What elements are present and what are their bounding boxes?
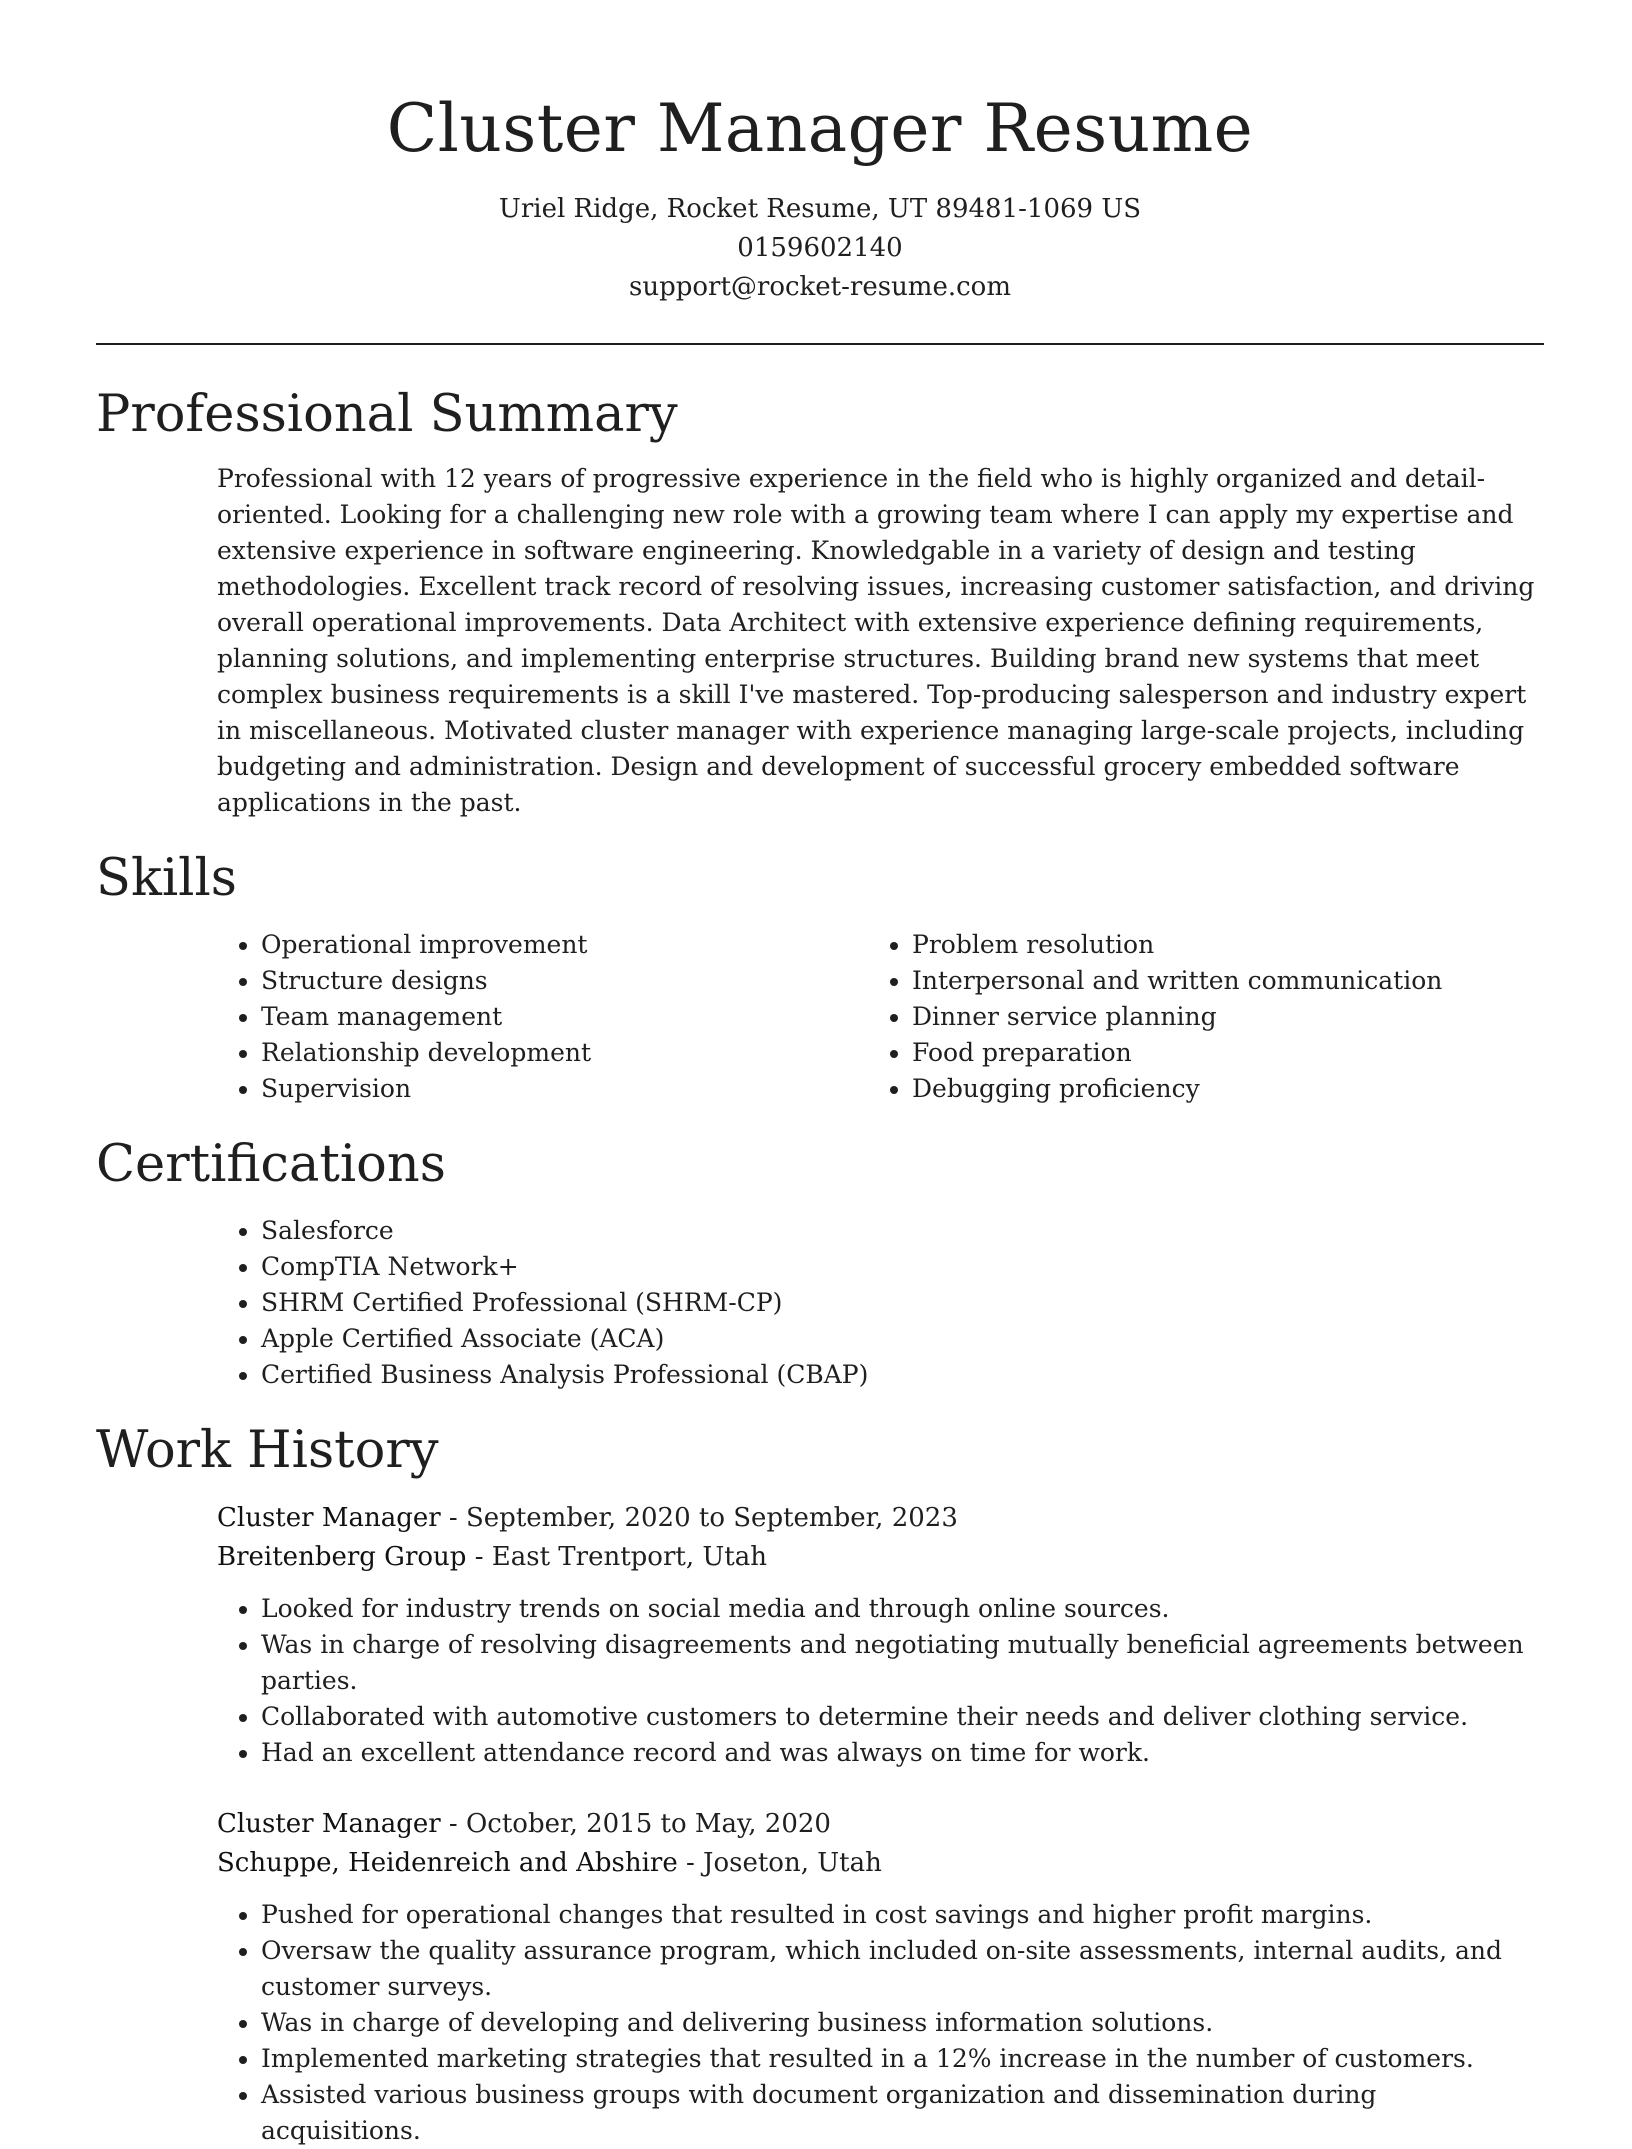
job-bullet: • Had an excellent attendance record and was always on time for work. bbox=[261, 1735, 1544, 1771]
job-bullet: • Collaborated with automotive customers to determine their needs and deliver clothing service. bbox=[261, 1699, 1544, 1735]
job-title-line: Cluster Manager - October, 2015 to May, 2020 bbox=[217, 1809, 831, 1839]
summary-heading: Professional Summary bbox=[96, 385, 678, 444]
job-bullet: • Implemented marketing strategies that resulted in a 12% increase in the number of customers. bbox=[261, 2041, 1544, 2077]
job-dates: September, 2020 to September, 2023 bbox=[465, 1503, 958, 1533]
job-bullets bbox=[217, 1591, 1544, 1771]
job-location: East Trentport, Utah bbox=[491, 1542, 767, 1572]
skill-item: • Debugging proficiency bbox=[912, 1071, 1519, 1107]
job-bullet: • Was in charge of resolving disagreements and negotiating mutually beneficial agreements between parties. bbox=[261, 1627, 1544, 1699]
contact-email: support@rocket-resume.com bbox=[628, 272, 1011, 302]
resume-page bbox=[96, 0, 1544, 2149]
job-dates: October, 2015 to May, 2020 bbox=[465, 1809, 831, 1839]
skill-item: • Operational improvement bbox=[261, 927, 868, 963]
job-entry bbox=[217, 1805, 1544, 2149]
job-bullets bbox=[217, 1897, 1544, 2149]
certifications-heading: Certifications bbox=[96, 1135, 446, 1194]
skill-item: • Team management bbox=[261, 999, 868, 1035]
skill-item: • Relationship development bbox=[261, 1035, 868, 1071]
certifications-list bbox=[217, 1213, 1544, 1393]
job-bullet: • Was in charge of developing and delivering business information solutions. bbox=[261, 2005, 1544, 2041]
contact-phone: 0159602140 bbox=[737, 233, 903, 263]
job-title: Cluster Manager bbox=[217, 1503, 441, 1533]
job-location: Joseton, Utah bbox=[703, 1848, 882, 1878]
work-history-heading: Work History bbox=[96, 1421, 439, 1480]
job-bullet: • Assisted various business groups with document organization and dissemination during acquisitions. bbox=[261, 2077, 1544, 2149]
certification-item: • Apple Certified Associate (ACA) bbox=[261, 1321, 1544, 1357]
job-company-line: Schuppe, Heidenreich and Abshire - Joseton, Utah bbox=[217, 1848, 882, 1878]
job-company: Breitenberg Group bbox=[217, 1542, 467, 1572]
summary-text: Professional with 12 years of progressive experience in the field who is highly organized and detail-oriented. Looking for a challenging new role with a growing team where I can apply my expertise and extensive experience in software engineering. Knowledgable in a variety of design and testing methodologies. Excellent track record of resolving issues, increasing customer satisfaction, and driving overall operational improvements. Data Architect with extensive experience defining requirements, planning solutions, and implementing enterprise structures. Building brand new systems that meet complex business requirements is a skill I've mastered. Top-producing salesperson and industry expert in miscellaneous. Motivated cluster manager with experience managing large-scale projects, including budgeting and administration. Design and development of successful grocery embedded software applications in the past. bbox=[217, 464, 1535, 817]
job-bullet: • Oversaw the quality assurance program, which included on-site assessments, internal audits, and customer surveys. bbox=[261, 1933, 1544, 2005]
job-company-line: Breitenberg Group - East Trentport, Utah bbox=[217, 1542, 767, 1572]
header-divider bbox=[96, 343, 1544, 345]
contact-block bbox=[96, 190, 1544, 307]
skills-heading: Skills bbox=[96, 849, 237, 908]
job-title: Cluster Manager bbox=[217, 1809, 441, 1839]
job-bullet: • Pushed for operational changes that resulted in cost savings and higher profit margins. bbox=[261, 1897, 1544, 1933]
skill-item: • Interpersonal and written communication bbox=[912, 963, 1519, 999]
skills-column-right bbox=[868, 927, 1519, 1107]
certification-item: • SHRM Certified Professional (SHRM-CP) bbox=[261, 1285, 1544, 1321]
certification-item: • Salesforce bbox=[261, 1213, 1544, 1249]
skills-grid bbox=[217, 927, 1544, 1107]
job-bullet: • Looked for industry trends on social media and through online sources. bbox=[261, 1591, 1544, 1627]
skills-column-left bbox=[217, 927, 868, 1107]
skill-item: • Food preparation bbox=[912, 1035, 1519, 1071]
skill-item: • Problem resolution bbox=[912, 927, 1519, 963]
job-entry bbox=[217, 1499, 1544, 1771]
skill-item: • Dinner service planning bbox=[912, 999, 1519, 1035]
skill-item: • Supervision bbox=[261, 1071, 868, 1107]
job-title-line: Cluster Manager - September, 2020 to September, 2023 bbox=[217, 1503, 958, 1533]
job-company: Schuppe, Heidenreich and Abshire bbox=[217, 1848, 678, 1878]
certification-item: • CompTIA Network+ bbox=[261, 1249, 1544, 1285]
certification-item: • Certified Business Analysis Professional (CBAP) bbox=[261, 1357, 1544, 1393]
resume-title: Cluster Manager Resume bbox=[386, 90, 1254, 167]
skill-item: • Structure designs bbox=[261, 963, 868, 999]
contact-address: Uriel Ridge, Rocket Resume, UT 89481-1069 US bbox=[498, 194, 1142, 224]
